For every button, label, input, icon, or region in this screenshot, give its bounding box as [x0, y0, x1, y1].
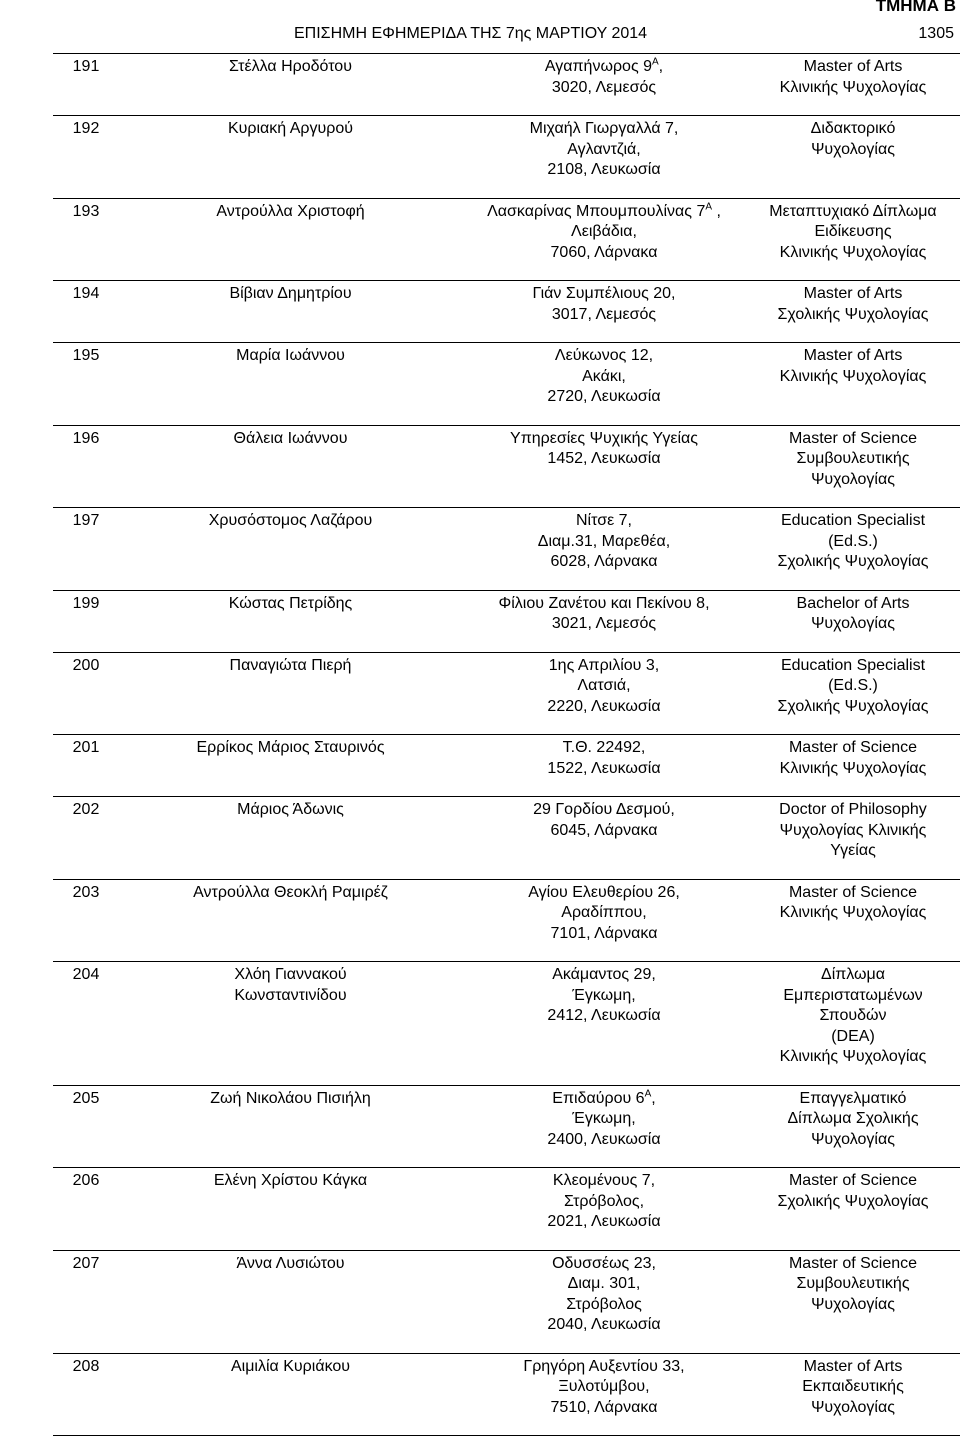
address-line: Οδυσσέως 23, — [552, 1254, 656, 1272]
person-name — [119, 879, 462, 962]
address-line: Αγλαντζιά, — [567, 140, 641, 158]
qualification-line: Σχολικής Ψυχολογίας — [777, 553, 929, 570]
qualification — [746, 198, 960, 281]
person-name — [119, 425, 462, 508]
person-name — [119, 1085, 462, 1168]
qualification-line: Master of Arts — [803, 1357, 903, 1375]
registry-number: 193 — [53, 198, 119, 281]
address-line: 2220, Λευκωσία — [547, 697, 661, 715]
qualification-line: Ψυχολογίας — [811, 615, 895, 632]
address-line: Φίλιου Ζανέτου και Πεκίνου 8, — [498, 594, 710, 612]
person-name — [119, 1353, 462, 1436]
address — [462, 1250, 746, 1353]
person-name — [119, 1168, 462, 1251]
name-line: Παναγιώτα Πιερή — [229, 656, 352, 674]
person-name — [119, 281, 462, 343]
name-line: Μάριος Άδωνις — [237, 801, 344, 818]
address-line: Αραδίππου, — [561, 904, 647, 921]
address-line: Ακάκι, — [582, 367, 626, 385]
address — [462, 1085, 746, 1168]
qualification-line: Master of Science — [788, 739, 918, 756]
qualification-line: Εμπεριστατωμένων — [783, 986, 923, 1004]
address-line: 3017, Λεμεσός — [551, 305, 657, 323]
qualification-line: Κλινικής Ψυχολογίας — [779, 759, 927, 777]
qualification — [746, 652, 960, 735]
address-line: 2412, Λευκωσία — [547, 1007, 661, 1024]
registry-body — [53, 54, 960, 1436]
name-line: Μαρία Ιωάννου — [236, 347, 345, 364]
qualification — [746, 54, 960, 116]
address — [462, 198, 746, 281]
registry-number: 207 — [53, 1250, 119, 1353]
registry-number: 201 — [53, 735, 119, 797]
address-line: Λατσιά, — [577, 677, 631, 694]
registry-number: 199 — [53, 590, 119, 652]
registry-number: 203 — [53, 879, 119, 962]
registry-number: 202 — [53, 797, 119, 880]
address-line: 1522, Λευκωσία — [547, 759, 661, 777]
name-line: Στέλλα Ηροδότου — [229, 58, 352, 75]
qualification-line: Master of Science — [788, 1172, 918, 1189]
name-line: Κυριακή Αργυρού — [227, 120, 354, 137]
qualification-line: Ειδίκευσης — [814, 223, 892, 240]
qualification-line: Master of Arts — [803, 58, 903, 75]
address — [462, 1168, 746, 1251]
registry-number: 206 — [53, 1168, 119, 1251]
table-row — [53, 1168, 960, 1251]
qualification-line: Bachelor of Arts — [796, 594, 910, 612]
qualification-line: Master of Arts — [803, 285, 903, 302]
address-line: Ακάμαντος 29, — [552, 966, 656, 983]
qualification-line: Κλινικής Ψυχολογίας — [779, 243, 927, 261]
qualification — [746, 281, 960, 343]
table-row — [53, 879, 960, 962]
registry-number: 197 — [53, 508, 119, 591]
superscript-letter: Α — [705, 201, 713, 213]
qualification-line: Doctor of Philosophy — [779, 801, 927, 818]
address-line: 7101, Λάρνακα — [550, 924, 658, 942]
registry-table — [53, 53, 960, 1436]
qualification — [746, 116, 960, 199]
person-name — [119, 198, 462, 281]
address-line: Έγκωμη, — [572, 986, 636, 1004]
name-line: Θάλεια Ιωάννου — [233, 429, 348, 447]
superscript-letter: Α — [644, 1088, 652, 1100]
qualification-line: Master of Science — [788, 429, 918, 447]
address-line: 29 Γορδίου Δεσμού, — [533, 801, 675, 818]
qualification — [746, 1168, 960, 1251]
qualification-line: Education Specialist — [780, 512, 926, 529]
address-line: Γιάν Συμπέλιους 20, — [532, 285, 676, 302]
qualification — [746, 735, 960, 797]
qualification-line: Master of Science — [788, 1254, 918, 1272]
table-row — [53, 1353, 960, 1436]
qualification-line: Συμβουλευτικής — [796, 1275, 910, 1292]
qualification — [746, 879, 960, 962]
name-line: Ερρίκος Μάριος Σταυρινός — [196, 739, 385, 756]
address-line: 7060, Λάρνακα — [550, 243, 658, 261]
address-line: Υπηρεσίες Ψυχικής Υγείας — [510, 429, 698, 447]
address-line: 3021, Λεμεσός — [551, 615, 657, 632]
qualification — [746, 962, 960, 1086]
person-name — [119, 508, 462, 591]
address-line: 6028, Λάρνακα — [550, 553, 658, 570]
address-line: 1452, Λευκωσία — [547, 450, 661, 467]
table-row — [53, 590, 960, 652]
person-name — [119, 1250, 462, 1353]
registry-number: 191 — [53, 54, 119, 116]
name-line: Χρυσόστομος Λαζάρου — [208, 512, 373, 529]
qualification — [746, 1085, 960, 1168]
qualification-line: Κλινικής Ψυχολογίας — [779, 367, 927, 385]
qualification-line: Σχολικής Ψυχολογίας — [777, 697, 929, 715]
registry-number: 195 — [53, 343, 119, 426]
address-line: Λεύκωνος 12, — [554, 347, 654, 364]
registry-number: 194 — [53, 281, 119, 343]
person-name — [119, 652, 462, 735]
name-line: Ζωή Νικολάου Πισιήλη — [210, 1089, 371, 1107]
qualification-line: Συμβουλευτικής — [796, 450, 910, 467]
address-line: 1ης Απριλίου 3, — [548, 656, 660, 674]
name-line: Ελένη Χρίστου Κάγκα — [213, 1172, 368, 1189]
qualification-line: (Ed.S.) — [828, 532, 878, 550]
name-line: Αντρούλλα Θεοκλή Ραμιρέζ — [193, 883, 388, 901]
qualification-line: Master of Science — [788, 883, 918, 901]
name-line: Αιμιλία Κυριάκου — [230, 1357, 351, 1375]
registry-number: 205 — [53, 1085, 119, 1168]
qualification-line: Master of Arts — [803, 347, 903, 364]
table-row — [53, 281, 960, 343]
address-line: 2040, Λευκωσία — [547, 1316, 661, 1333]
address-line: 7510, Λάρνακα — [550, 1398, 658, 1416]
person-name — [119, 116, 462, 199]
qualification-line: Κλινικής Ψυχολογίας — [779, 78, 927, 96]
name-line: Βίβιαν Δημητρίου — [229, 285, 352, 302]
address — [462, 962, 746, 1086]
qualification-line: Ψυχολογίας — [811, 1130, 895, 1148]
address-line: 2108, Λευκωσία — [547, 161, 661, 178]
qualification-line: Ψυχολογίας — [811, 1295, 895, 1313]
address-line: Αγαπήνωρος $9^A$, — [544, 56, 664, 75]
address — [462, 797, 746, 880]
qualification — [746, 425, 960, 508]
person-name — [119, 797, 462, 880]
qualification-line: Μεταπτυχιακό Δίπλωμα — [769, 202, 937, 220]
qualification-line: Δίπλωμα — [821, 966, 885, 983]
table-row — [53, 198, 960, 281]
address-line: 6045, Λάρνακα — [550, 821, 658, 839]
qualification-line: Δίπλωμα Σχολικής — [787, 1110, 919, 1127]
qualification-line: Σχολικής Ψυχολογίας — [777, 305, 929, 323]
address — [462, 590, 746, 652]
gazette-title: ΕΠΙΣΗΜΗ ΕΦΗΜΕΡΙΔΑ ΤΗΣ 7ης ΜΑΡΤΙΟΥ 2014 — [294, 25, 648, 42]
address — [462, 735, 746, 797]
table-row — [53, 343, 960, 426]
address-line: Επιδαύρου $6^A$, — [552, 1088, 656, 1107]
address-line: Έγκωμη, — [572, 1110, 636, 1127]
qualification — [746, 343, 960, 426]
person-name — [119, 735, 462, 797]
qualification-line: Εκπαιδευτικής — [802, 1378, 904, 1395]
address-line: Ξυλοτύμβου, — [558, 1378, 650, 1395]
address-line: Λειβάδια, — [571, 223, 637, 240]
address-line: Τ.Θ. 22492, — [562, 739, 646, 756]
qualification-line: Ψυχολογίας Κλινικής — [779, 821, 927, 839]
address-line: 3020, Λεμεσός — [551, 78, 657, 96]
qualification-line: Ψυχολογίας — [811, 140, 895, 158]
person-name — [119, 962, 462, 1086]
address-line: Διαμ. 301, — [567, 1275, 641, 1292]
qualification-line: Σχολικής Ψυχολογίας — [777, 1192, 929, 1210]
address-line: Κλεομένους 7, — [552, 1172, 656, 1189]
name-line: Κώστας Πετρίδης — [228, 594, 353, 612]
name-line: Κωνσταντινίδου — [234, 986, 347, 1004]
qualification-line: Σπουδών — [819, 1007, 887, 1024]
address — [462, 343, 746, 426]
qualification — [746, 1250, 960, 1353]
table-row — [53, 797, 960, 880]
name-line: Άννα Λυσιώτου — [236, 1254, 345, 1272]
page-number: 1305 — [918, 25, 954, 42]
qualification-line: Υγείας — [830, 842, 876, 859]
table-row — [53, 962, 960, 1086]
name-line: Αντρούλλα Χριστοφή — [216, 202, 365, 220]
address-line: Λασκαρίνας Μπουμπουλίνας $7^A$ , — [487, 201, 721, 220]
qualification-line: (Ed.S.) — [828, 677, 878, 694]
section-label: ΤΜΗΜΑ Β — [875, 0, 956, 15]
qualification-line: Education Specialist — [780, 656, 926, 674]
registry-number: 196 — [53, 425, 119, 508]
address-line: Αγίου Ελευθερίου 26, — [528, 883, 680, 901]
qualification-line: Διδακτορικό — [810, 120, 896, 137]
table-row — [53, 54, 960, 116]
address-line: Νίτσε 7, — [576, 512, 632, 529]
address-line: 2400, Λευκωσία — [547, 1130, 661, 1148]
person-name — [119, 54, 462, 116]
table-row — [53, 508, 960, 591]
person-name — [119, 590, 462, 652]
registry-number: 200 — [53, 652, 119, 735]
qualification — [746, 797, 960, 880]
name-line: Χλόη Γιαννακού — [234, 966, 347, 983]
qualification-line: Ψυχολογίας — [811, 1398, 895, 1416]
address-line: Μιχαήλ Γιωργαλλά 7, — [529, 120, 679, 137]
registry-number: 204 — [53, 962, 119, 1086]
address-line: 2720, Λευκωσία — [547, 388, 661, 405]
address — [462, 281, 746, 343]
address — [462, 425, 746, 508]
person-name — [119, 343, 462, 426]
table-row — [53, 1085, 960, 1168]
address — [462, 652, 746, 735]
qualification-line: Κλινικής Ψυχολογίας — [779, 904, 927, 921]
qualification-line: Κλινικής Ψυχολογίας — [779, 1048, 927, 1065]
address-line: Γρηγόρη Αυξεντίου 33, — [523, 1357, 685, 1375]
qualification — [746, 508, 960, 591]
address-line: Διαμ.31, Μαρεθέα, — [537, 532, 671, 550]
table-row — [53, 116, 960, 199]
qualification — [746, 590, 960, 652]
address-line: Στρόβολος — [566, 1295, 642, 1313]
address — [462, 508, 746, 591]
address — [462, 879, 746, 962]
table-row — [53, 425, 960, 508]
address-line: 2021, Λευκωσία — [547, 1213, 661, 1230]
qualification — [746, 1353, 960, 1436]
table-row — [53, 1250, 960, 1353]
table-row — [53, 652, 960, 735]
address — [462, 54, 746, 116]
registry-number: 192 — [53, 116, 119, 199]
registry-number: 208 — [53, 1353, 119, 1436]
address-line: Στρόβολος, — [563, 1192, 645, 1210]
address — [462, 1353, 746, 1436]
qualification-line: (DEA) — [831, 1027, 875, 1045]
qualification-line: Ψυχολογίας — [811, 470, 895, 488]
table-row — [53, 735, 960, 797]
superscript-letter: Α — [652, 56, 659, 68]
qualification-line: Επαγγελματικό — [799, 1089, 907, 1107]
address — [462, 116, 746, 199]
